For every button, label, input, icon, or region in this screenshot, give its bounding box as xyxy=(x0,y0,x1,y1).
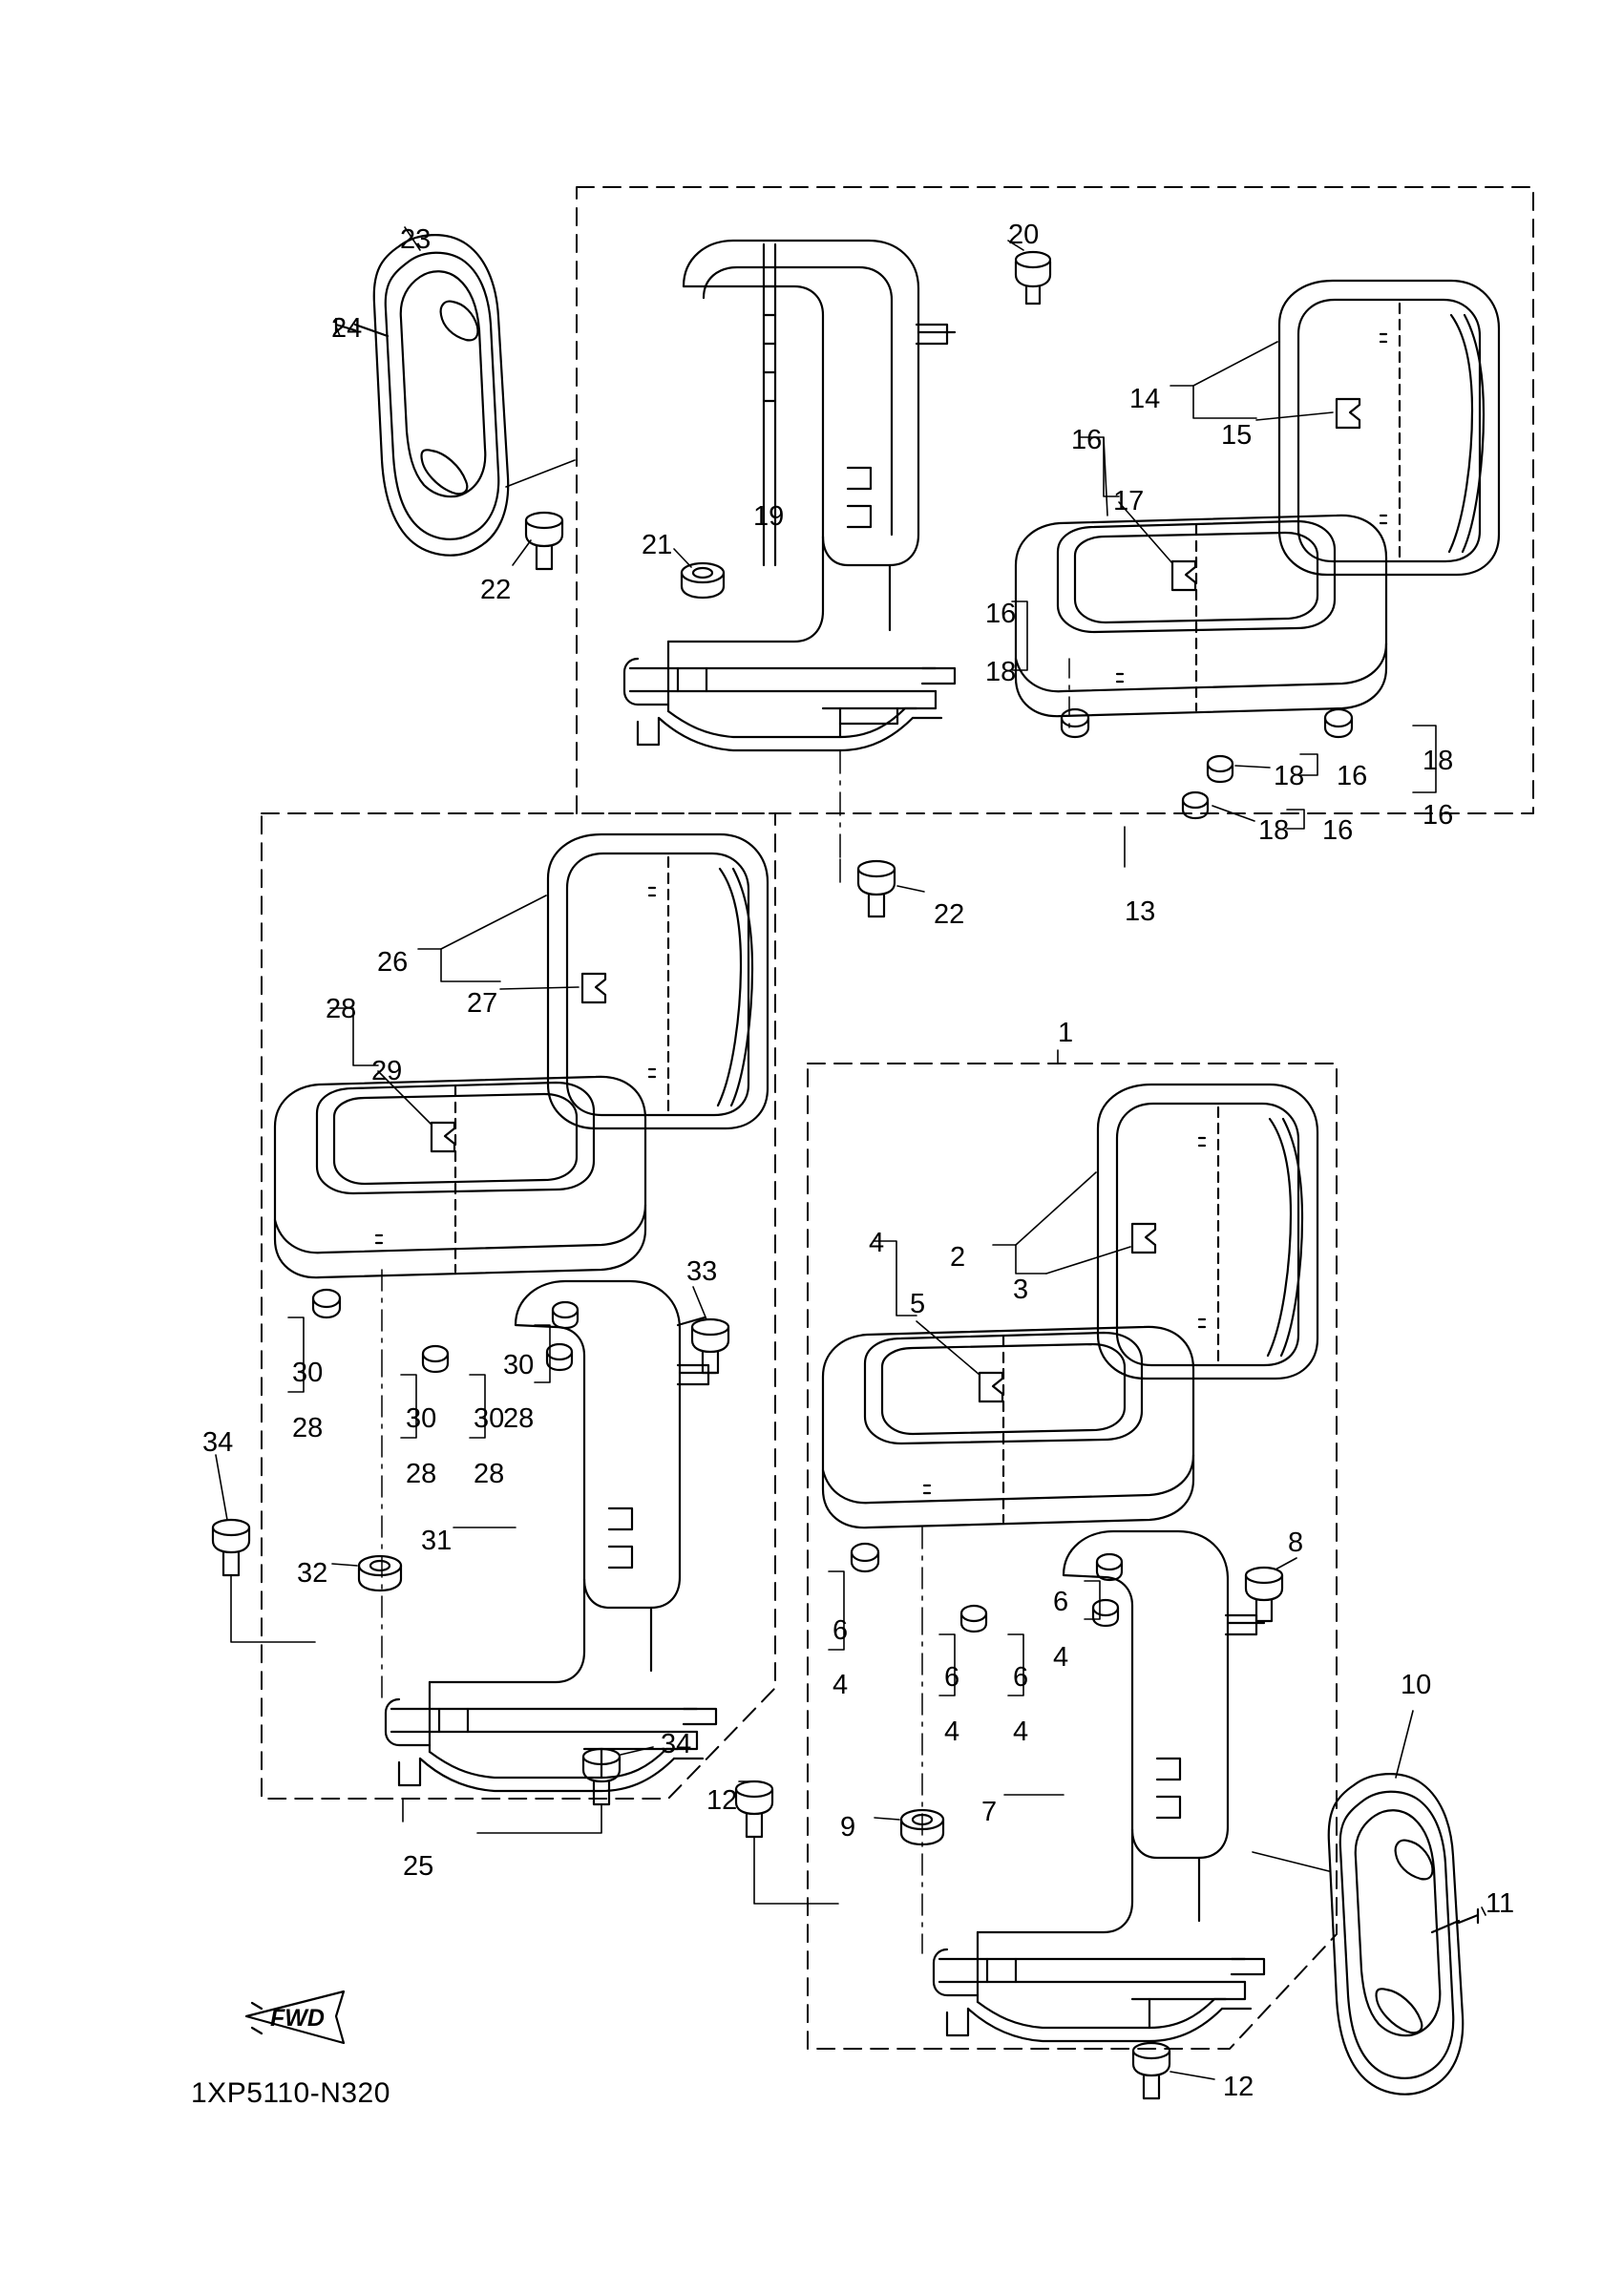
callout-9: 9 xyxy=(840,1812,856,1843)
callout-4-c: 4 xyxy=(833,1670,849,1700)
callout-27: 27 xyxy=(467,988,498,1019)
part-29-seat-cushion xyxy=(275,1077,645,1277)
bracket-26 xyxy=(418,949,500,981)
callout-12-b: 12 xyxy=(1223,2072,1254,2102)
callout-29: 29 xyxy=(371,1056,403,1086)
leader-10b xyxy=(1253,1852,1329,1871)
part-11-rivet xyxy=(1432,1909,1478,1932)
callout-28-d: 28 xyxy=(406,1459,437,1489)
callout-13: 13 xyxy=(1125,896,1156,927)
group-1-boundary xyxy=(808,1064,1337,2049)
part-8-bolt xyxy=(1246,1568,1282,1621)
callout-2: 2 xyxy=(950,1242,966,1273)
callout-19: 19 xyxy=(753,501,785,532)
part-15-clip xyxy=(1337,399,1360,428)
part-29-clip xyxy=(432,1123,454,1151)
callout-18-d: 18 xyxy=(1258,815,1290,846)
callout-4-b: 4 xyxy=(1053,1642,1069,1673)
part-22b-bolt xyxy=(858,861,895,916)
callout-17: 17 xyxy=(1113,486,1145,516)
leader-22b xyxy=(897,886,924,892)
callout-28-e: 28 xyxy=(474,1459,505,1489)
leader-32 xyxy=(332,1564,357,1566)
callout-16-e: 16 xyxy=(1322,815,1354,846)
part-23-side-cover xyxy=(374,235,508,556)
callout-18-b: 18 xyxy=(1274,761,1305,791)
part-34a-bolt xyxy=(213,1520,249,1575)
callout-6-c: 6 xyxy=(944,1662,960,1693)
bracket-26b xyxy=(441,895,546,949)
part-5-clip xyxy=(980,1373,1002,1401)
leader-34b2 xyxy=(477,1804,601,1833)
callout-23: 23 xyxy=(400,224,432,255)
part-21-collar xyxy=(682,563,724,598)
part-12b-bolt xyxy=(1133,2043,1170,2098)
callout-6-a: 6 xyxy=(1053,1587,1069,1617)
callout-4-d: 4 xyxy=(944,1717,960,1747)
part-6-collars xyxy=(852,1544,1122,1632)
part-18-grommets xyxy=(1062,709,1352,818)
callout-30-c: 30 xyxy=(406,1403,437,1434)
leader-34a xyxy=(216,1455,227,1520)
diagram-part-code: 1XP5110-N320 xyxy=(191,2077,390,2109)
part-20-bolt xyxy=(1016,252,1050,304)
leader-12a2 xyxy=(754,1837,838,1904)
leader-15 xyxy=(1256,412,1333,420)
part-13-seat-base-frame xyxy=(624,642,955,750)
callout-4-a: 4 xyxy=(869,1228,885,1258)
part-27-clip xyxy=(582,974,605,1002)
callout-4-e: 4 xyxy=(1013,1717,1029,1747)
callout-24: 24 xyxy=(331,313,363,344)
leader-23b xyxy=(506,460,575,487)
leader-8 xyxy=(1275,1558,1296,1569)
callout-28-c: 28 xyxy=(292,1413,324,1443)
callout-20: 20 xyxy=(1008,220,1040,250)
bracket-14b xyxy=(1193,342,1277,386)
group-25-boundary xyxy=(262,813,775,1799)
callout-16-b: 16 xyxy=(985,599,1017,629)
callout-28-b: 28 xyxy=(503,1403,535,1434)
part-10-side-cover xyxy=(1329,1774,1463,2095)
callout-21: 21 xyxy=(642,530,673,560)
callout-6-b: 6 xyxy=(833,1615,849,1646)
leader-21 xyxy=(674,549,691,567)
part-32-collar xyxy=(359,1556,401,1590)
callout-30-a: 30 xyxy=(503,1350,535,1380)
callout-32: 32 xyxy=(297,1558,328,1589)
part-22a-bolt xyxy=(526,513,562,569)
callout-12-a: 12 xyxy=(706,1785,738,1816)
callout-26: 26 xyxy=(377,947,409,978)
callout-16-d: 16 xyxy=(1423,800,1454,831)
fwd-direction-label: FWD xyxy=(270,2005,325,2032)
callout-3: 3 xyxy=(1013,1274,1029,1305)
part-17-clip xyxy=(1172,561,1195,590)
callout-28-a: 28 xyxy=(326,994,357,1024)
callout-10: 10 xyxy=(1401,1670,1432,1700)
callout-8: 8 xyxy=(1288,1527,1304,1558)
leader-12b xyxy=(1170,2072,1214,2079)
callout-30-b: 30 xyxy=(292,1358,324,1388)
callout-1: 1 xyxy=(1058,1018,1074,1048)
callout-5: 5 xyxy=(910,1289,926,1319)
callout-16-c: 16 xyxy=(1337,761,1368,791)
callout-16-a: 16 xyxy=(1071,425,1103,455)
callout-11: 11 xyxy=(1486,1888,1515,1919)
part-26-seat-back-pad xyxy=(548,834,768,1128)
callout-18-c: 18 xyxy=(1423,746,1454,776)
part-2-seat-back-pad xyxy=(1098,1085,1317,1379)
callout-34-b: 34 xyxy=(661,1729,692,1759)
callout-6-d: 6 xyxy=(1013,1662,1029,1693)
callout-33: 33 xyxy=(686,1256,718,1287)
leader-18b xyxy=(1235,766,1270,768)
part-14-seat-back-pad xyxy=(1279,281,1499,575)
callout-14: 14 xyxy=(1129,384,1161,414)
callout-18-a: 18 xyxy=(985,657,1017,687)
callout-22: 22 xyxy=(480,575,512,605)
part-5-seat-cushion xyxy=(823,1327,1193,1527)
callout-25: 25 xyxy=(403,1851,434,1882)
part-3-clip xyxy=(1132,1224,1155,1253)
callout-34-a: 34 xyxy=(202,1427,234,1458)
callout-15: 15 xyxy=(1221,420,1253,451)
callout-7: 7 xyxy=(981,1797,998,1827)
leader-33 xyxy=(693,1287,706,1319)
bracket-2 xyxy=(993,1245,1046,1274)
bracket-14 xyxy=(1170,386,1256,418)
callout-31: 31 xyxy=(421,1526,453,1556)
bracket-2b xyxy=(1016,1172,1096,1245)
part-30-collars xyxy=(313,1290,578,1372)
callout-30-d: 30 xyxy=(474,1403,505,1434)
leader-10 xyxy=(1396,1711,1413,1778)
callout-22-b: 22 xyxy=(934,899,965,930)
part-17-seat-cushion xyxy=(1016,516,1386,716)
leader-9 xyxy=(875,1818,899,1820)
leader-22a xyxy=(513,540,531,565)
part-12a-bolt xyxy=(736,1781,772,1837)
